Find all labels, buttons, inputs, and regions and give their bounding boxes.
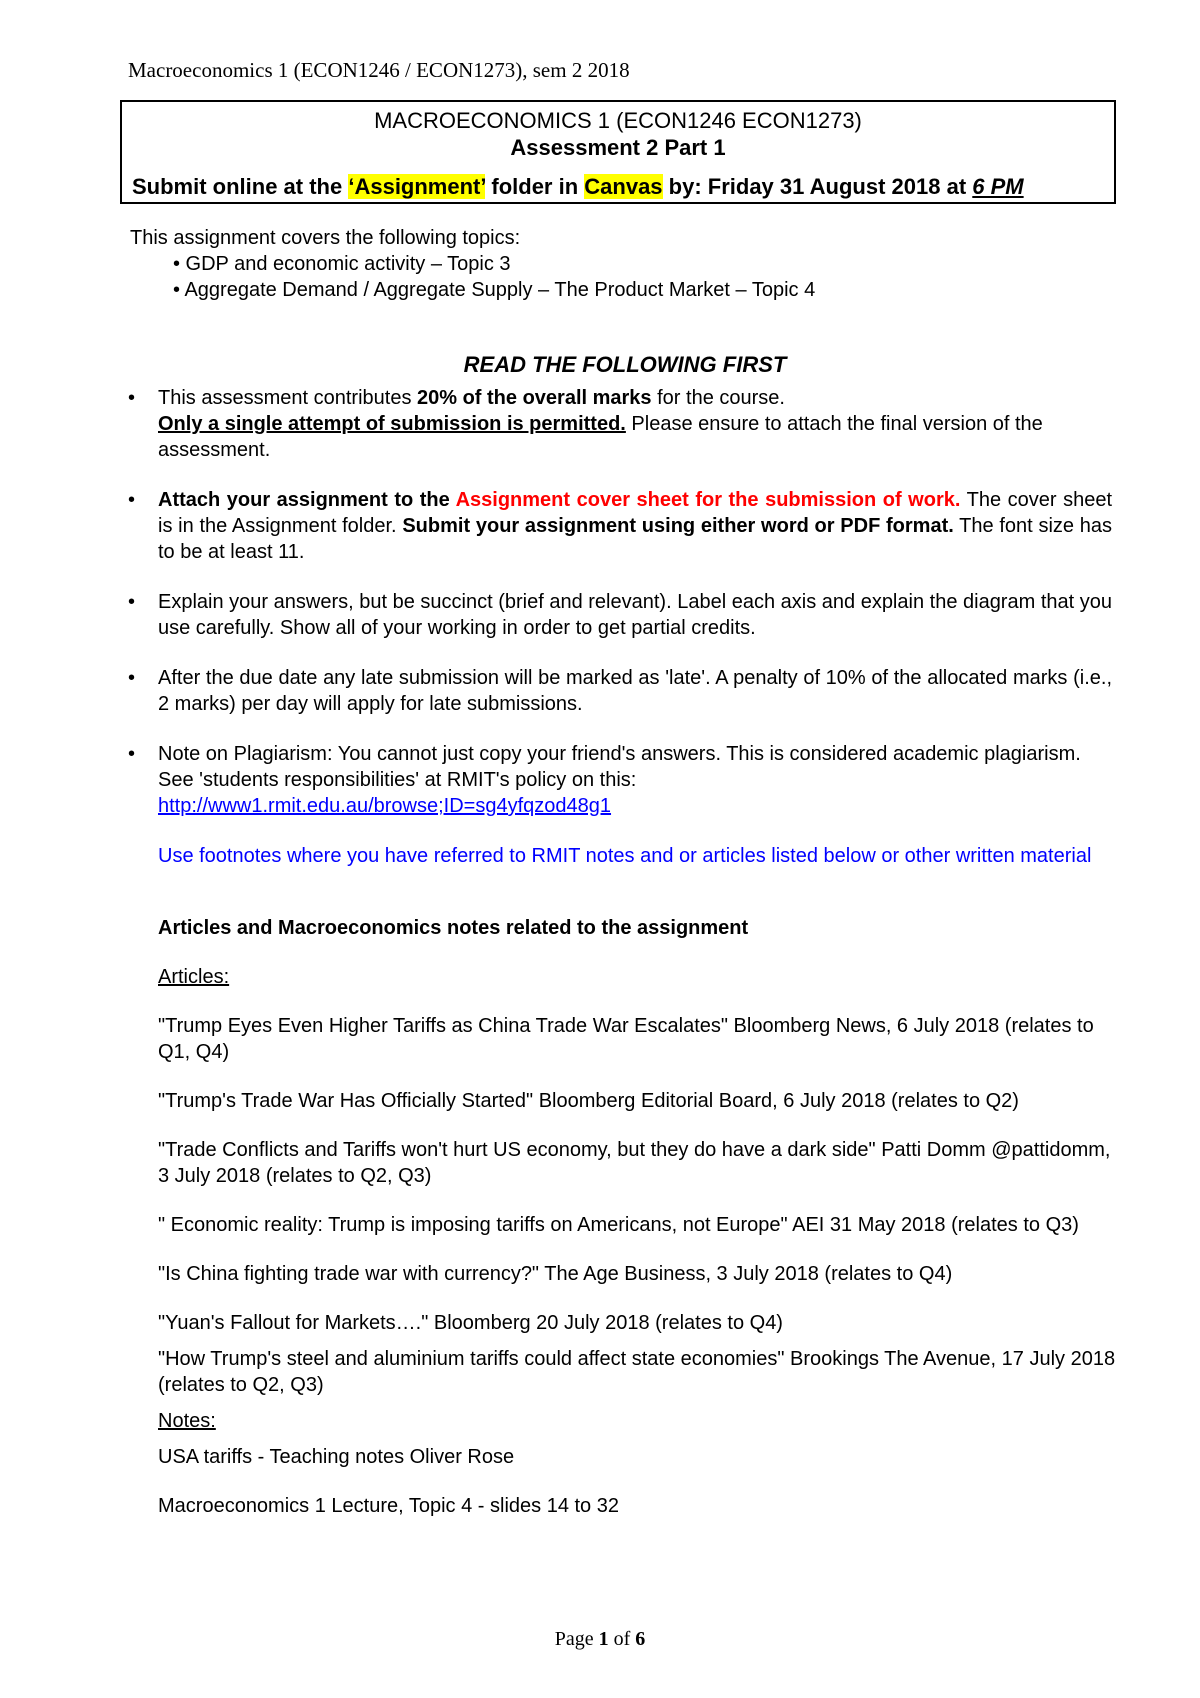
page-prefix: Page [554,1628,599,1650]
running-header: Macroeconomics 1 (ECON1246 / ECON1273), sem 2 2018 [128,58,630,82]
submit-deadline: by: Friday 31 August 2018 at [662,174,973,199]
policy-link[interactable]: http://www1.rmit.edu.au/browse;ID=sg4yfqzod48g1 [158,795,612,817]
course-title: MACROECONOMICS 1 (ECON1246 ECON1273) [374,108,862,133]
instruction-item [128,487,1112,565]
topics-intro: This assignment covers the following topics: [130,227,521,249]
instructions-list [128,385,1112,893]
explain-instruction: Explain your answers, but be succinct (brief and relevant). Label each axis and explain the diagram that you use carefully. Show all of your working in order to get partial credits. [158,591,1112,639]
article-item: " Economic reality: Trump is imposing tariffs on Americans, not Europe" AEI 31 May 2018 (relates to Q3) [158,1214,1079,1236]
references-heading: Articles and Macroeconomics notes related to the assignment [158,917,749,939]
attach-instruction: Attach your assignment to the [158,489,456,511]
submit-mid: folder in [485,174,585,199]
late-penalty-text: After the due date any late submission will be marked as 'late'. A penalty of 10% of the allocated marks (i.e., 2 marks) per day will apply for late submissions. [158,667,1112,715]
contribution-text-end: for the course. [651,387,785,409]
instruction-item [128,665,1112,717]
single-attempt-notice: Only a single attempt of submission is permitted. [158,413,626,435]
bullet-icon: • [128,667,136,689]
instruction-item [128,741,1112,869]
cover-sheet-location: The cover sheet is in the Assignment folder. [158,489,1112,537]
article-item: "Is China fighting trade war with currency?" The Age Business, 3 July 2018 (relates to Q4) [158,1263,953,1285]
font-size-instruction: The font size has to be at least 11. [158,515,1113,563]
page-mid: of [608,1628,636,1650]
title-box [120,100,1116,204]
read-first-heading: READ THE FOLLOWING FIRST [463,352,787,377]
assessment-title: Assessment 2 Part 1 [510,135,726,160]
topics-list [130,225,815,303]
topic-item: • Aggregate Demand / Aggregate Supply – The Product Market – Topic 4 [173,279,816,301]
bullet-icon: • [128,387,136,409]
article-item: "Trade Conflicts and Tariffs won't hurt US economy, but they do have a dark side" Patti Domm @pattidomm, 3 July 2018 (relates to Q2, Q3) [158,1139,1111,1187]
instruction-item [128,589,1112,641]
page-number [0,1628,1200,1651]
assignment-highlight: ‘Assignment’ [348,174,486,199]
submission-instructions [132,174,1114,200]
footnote-note: Use footnotes where you have referred to RMIT notes and or articles listed below or other written material [158,845,1092,867]
contribution-weight: 20% of the overall marks [417,387,652,409]
article-item: "Yuan's Fallout for Markets…." Bloomberg 20 July 2018 (relates to Q4) [158,1312,783,1334]
note-item: Macroeconomics 1 Lecture, Topic 4 - slides 14 to 32 [158,1495,619,1517]
articles-label: Articles: [158,966,230,988]
format-instruction: Submit your assignment using either word or PDF format. [402,515,954,537]
notes-label: Notes: [158,1410,216,1432]
article-item: "How Trump's steel and aluminium tariffs could affect state economies" Brookings The Avenue, 17 July 2018 (relates to Q2, Q3) [158,1348,1116,1396]
submit-prefix: Submit online at the [132,174,349,199]
canvas-highlight: Canvas [584,174,663,199]
article-item: "Trump Eyes Even Higher Tariffs as China Trade War Escalates" Bloomberg News, 6 July 2018 (relates to Q1, Q4) [158,1015,1094,1063]
plagiarism-note: Note on Plagiarism: You cannot just copy your friend's answers. This is considered academic plagiarism. See 'students responsibilities' at RMIT's policy on this: [158,743,1081,791]
instruction-item [128,385,1112,463]
topic-item: • GDP and economic activity – Topic 3 [173,253,511,275]
final-version-text: Please ensure to attach the final version of the assessment. [158,413,1043,461]
bullet-icon: • [128,591,136,613]
bullet-icon: • [128,743,136,765]
submit-time: 6 PM [972,174,1024,199]
note-item: USA tariffs - Teaching notes Oliver Rose [158,1446,515,1468]
cover-sheet-notice: Assignment cover sheet for the submission of work. [455,489,961,511]
article-item: "Trump's Trade War Has Officially Started" Bloomberg Editorial Board, 6 July 2018 (relates to Q2) [158,1090,1019,1112]
bullet-icon: • [128,489,136,511]
references-section [158,915,1118,1519]
contribution-text: This assessment contributes [158,387,417,409]
current-page: 1 [598,1628,609,1650]
total-pages: 6 [635,1628,646,1650]
